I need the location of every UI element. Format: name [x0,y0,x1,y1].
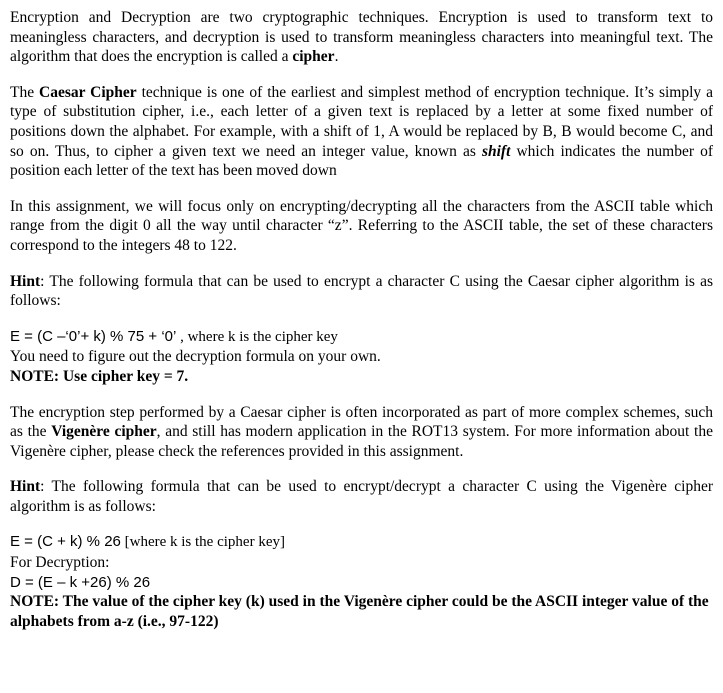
vigenere-text-end: , and still has modern application in the ROT13 system. For more information about the Vigenère cipher, please check the references provided in this assignment. [10,423,713,460]
vigenere-text-start: The encryption step performed by a Caesar cipher is often incorporated as part of more complex schemes, such as the [10,403,713,441]
vigenere-hint-paragraph [10,477,713,516]
vigenere-paragraph [10,403,713,462]
caesar-cipher-term: Caesar Cipher [39,83,137,101]
spacer [10,387,713,403]
intro-text: Encryption and Decryption are two cryptographic techniques. Encryption is used to transform text to meaningless characters, and decryption is used to transform meaningless characters into meaningful text. The algorithm that does the encryption is called a [10,9,713,66]
vigenere-encrypt-expr: E = (C + k) % 26 [10,533,121,551]
caesar-note-text: NOTE: Use cipher key = 7. [10,367,189,385]
figure-out-line: You need to figure out the decryption formula on your own. [10,348,381,366]
caesar-paragraph [10,83,713,181]
intro-paragraph [10,8,713,67]
for-decryption-label: For Decryption: [10,554,110,572]
vigenere-decrypt-formula: D = (E – k +26) % 26 [10,573,151,591]
caesar-formula-tail: , where k is the cipher key [176,328,338,345]
hint-label-2: Hint [10,478,41,496]
vigenere-note-text: NOTE: The value of the cipher key (k) used in the Vigenère cipher could be the ASCII integer value of the alphabets from a-z (i.e., 97-122) [10,593,709,630]
caesar-hint-paragraph [10,272,713,311]
shift-term: shift [481,142,511,160]
assignment-paragraph: In this assignment, we will focus only on encrypting/decrypting all the characters from the ASCII table which range from the digit 0 all the way until character “z”. Referring to the ASCII table, the set of these characters correspond to the integers 48 to 122. [10,197,713,254]
caesar-text-end: which indicates the number of position each letter of the text has been moved down [10,142,713,180]
caesar-text-start: The [10,83,40,101]
caesar-formula-expr: E = (C –‘0’+ k) % 75 + ‘0’ [10,327,177,345]
caesar-text-mid: technique is one of the earliest and simplest method of encryption technique. It’s simply a type of substitution cipher, i.e., each letter of a given text is replaced by a letter at some fixed number of positions down the alphabet. For example, with a shift of 1, A would be replaced by B, B would become C, and so on. Thus, to cipher a given text we need an integer value, known as [10,83,713,160]
caesar-note [10,367,713,387]
caesar-formula [10,327,713,348]
intro-end: . [334,48,339,66]
vigenere-encrypt-formula [10,532,713,553]
hint-label: Hint [10,272,41,290]
vigenere-encrypt-tail: [where k is the cipher key] [120,534,285,551]
vigenere-note [10,592,713,631]
cipher-term: cipher [292,48,335,66]
vigenere-hint-text: : The following formula that can be used to encrypt/decrypt a character C using the Vigenère cipher algorithm is as follows: [10,478,713,515]
caesar-hint-text: : The following formula that can be used to encrypt a character C using the Caesar cipher algorithm is as follows: [10,272,713,310]
vigenere-cipher-term: Vigenère cipher [51,423,157,441]
